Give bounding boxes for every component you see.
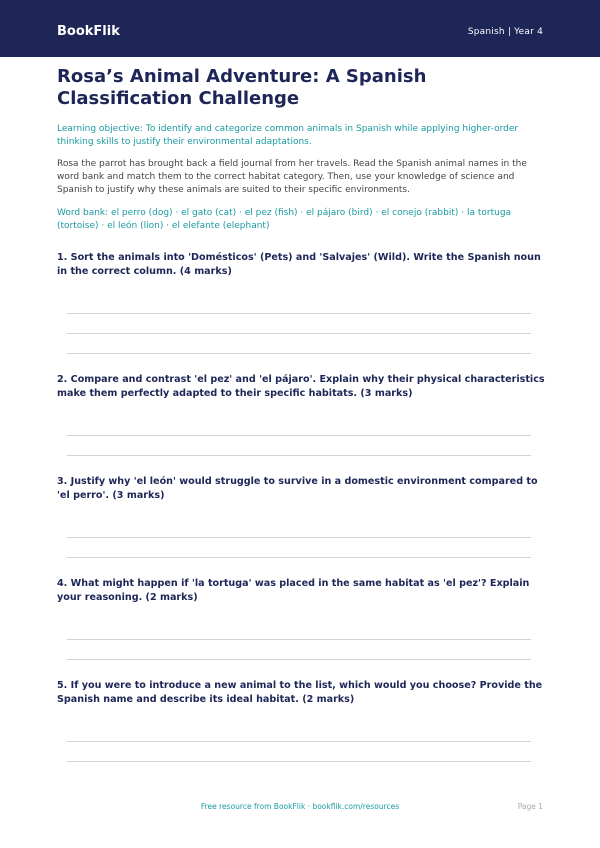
header-bar	[0, 0, 600, 57]
answer-line[interactable]	[67, 455, 531, 456]
learning-objective: Learning objective: To identify and categorize common animals in Spanish while applying higher-order thinking skills to justify their environmental adaptations.	[57, 124, 519, 147]
answer-line[interactable]	[67, 537, 531, 538]
answer-line[interactable]	[67, 333, 531, 334]
answer-line[interactable]	[67, 435, 531, 436]
question-2: 2. Compare and contrast 'el pez' and 'el pájaro'. Explain why their physical characteristics make them perfectly adapted to their specific habitats. (3 marks)	[57, 374, 545, 399]
page-number: Page 1	[517, 802, 543, 811]
subject-year-label: Spanish | Year 4	[467, 27, 543, 37]
question-5: 5. If you were to introduce a new animal to the list, which would you choose? Provide the Spanish name and describe its ideal habitat. (2 marks)	[57, 680, 543, 705]
answer-line[interactable]	[67, 639, 531, 640]
answer-line[interactable]	[67, 659, 531, 660]
answer-line[interactable]	[67, 557, 531, 558]
question-4: 4. What might happen if 'la tortuga' was placed in the same habitat as 'el pez'? Explain your reasoning. (2 marks)	[57, 578, 530, 603]
question-3: 3. Justify why 'el león' would struggle to survive in a domestic environment compared to 'el perro'. (3 marks)	[57, 476, 538, 501]
intro-paragraph: Rosa the parrot has brought back a field journal from her travels. Read the Spanish animal names in the word bank and match them to the correct habitat category. Then, use your knowledge of science and Spanish to justify why these animals are suited to their specific environments.	[57, 159, 527, 195]
footer-link[interactable]: Free resource from BookFlik · bookflik.com/resources	[200, 802, 400, 811]
question-1: 1. Sort the animals into 'Domésticos' (Pets) and 'Salvajes' (Wild). Write the Spanish noun in the correct column. (4 marks)	[57, 252, 541, 277]
answer-line[interactable]	[67, 313, 531, 314]
answer-line[interactable]	[67, 353, 531, 354]
page-title: Rosa’s Animal Adventure: A Spanish Classification Challenge	[57, 66, 427, 109]
brand-logo-text: BookFlik	[57, 24, 120, 39]
word-bank: Word bank: el perro (dog) · el gato (cat) · el pez (fish) · el pájaro (bird) · el conejo (rabbit) · la tortuga (tortoise) · el león (lion) · el elefante (elephant)	[57, 208, 512, 231]
answer-line[interactable]	[67, 741, 531, 742]
answer-line[interactable]	[67, 761, 531, 762]
